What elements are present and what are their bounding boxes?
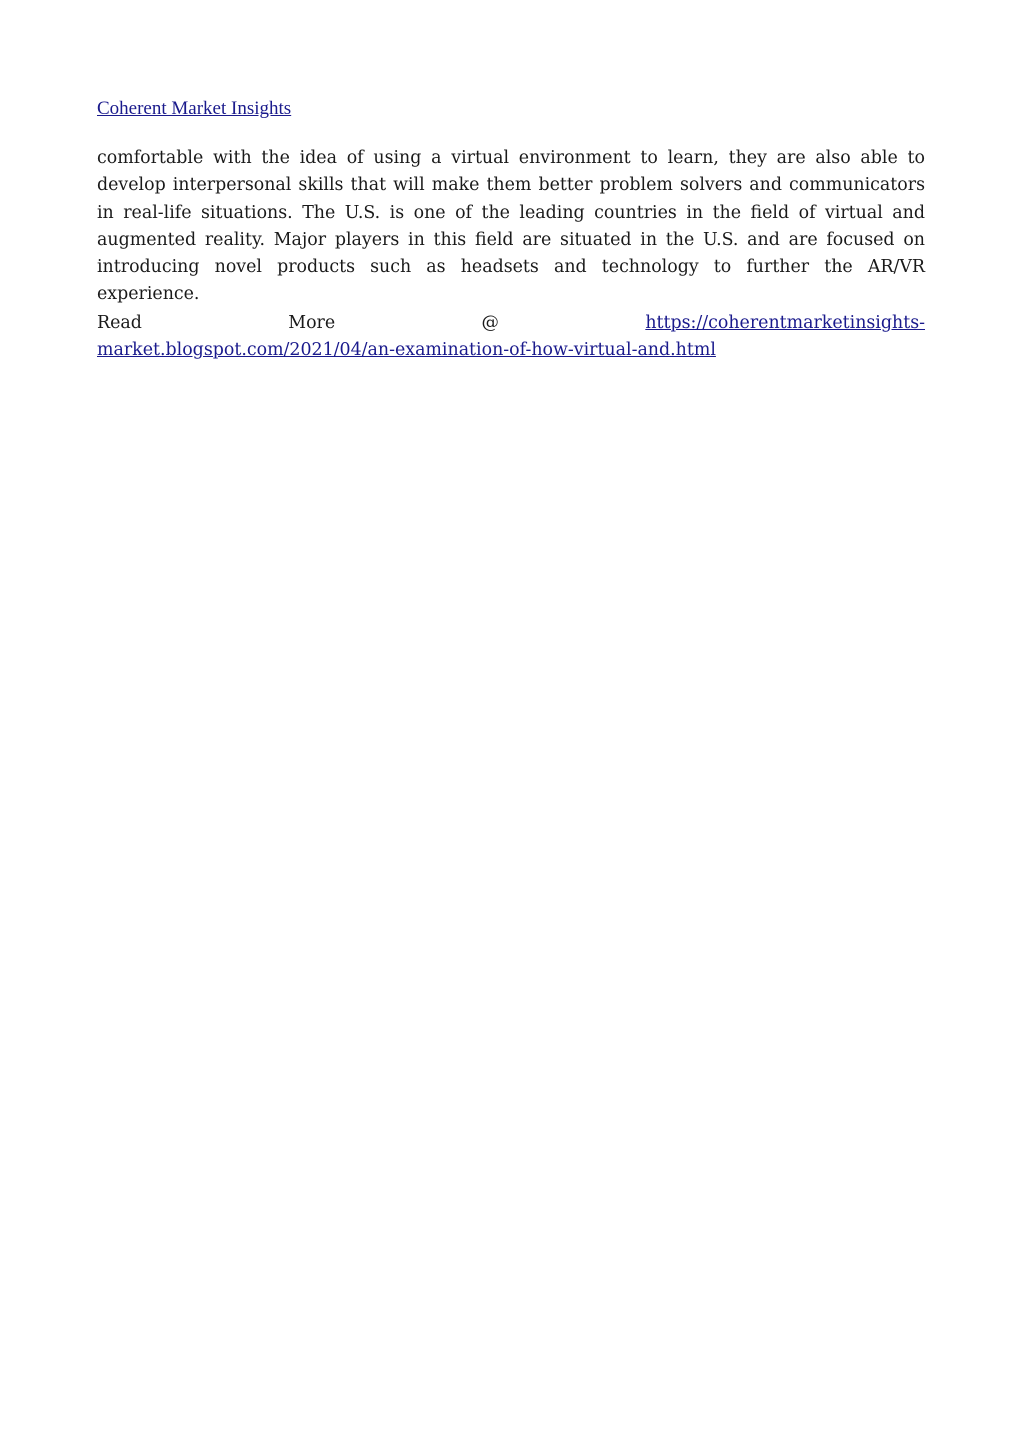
read-more-url-link[interactable]: https://coherentmarketinsights-market.blogspot.com/2021/04/an-examination-of-how-virtual-and.html xyxy=(97,313,925,361)
body-paragraph: comfortable with the idea of using a virtual environment to learn, they are also able to develop interpersonal skills that will make them better problem solvers and communicators in real-life situations. The U.S. is one of the leading countries in the field of virtual and augmented reality. Major players in this field are situated in the U.S. and are focused on introducing novel products such as headsets and technology to further the AR/VR experience. xyxy=(97,148,925,305)
read-more-line xyxy=(97,310,925,365)
body-paragraph-container xyxy=(97,145,925,309)
read-more-label: Read More @ xyxy=(97,313,646,333)
coherent-market-insights-link[interactable]: Coherent Market Insights xyxy=(97,98,292,119)
